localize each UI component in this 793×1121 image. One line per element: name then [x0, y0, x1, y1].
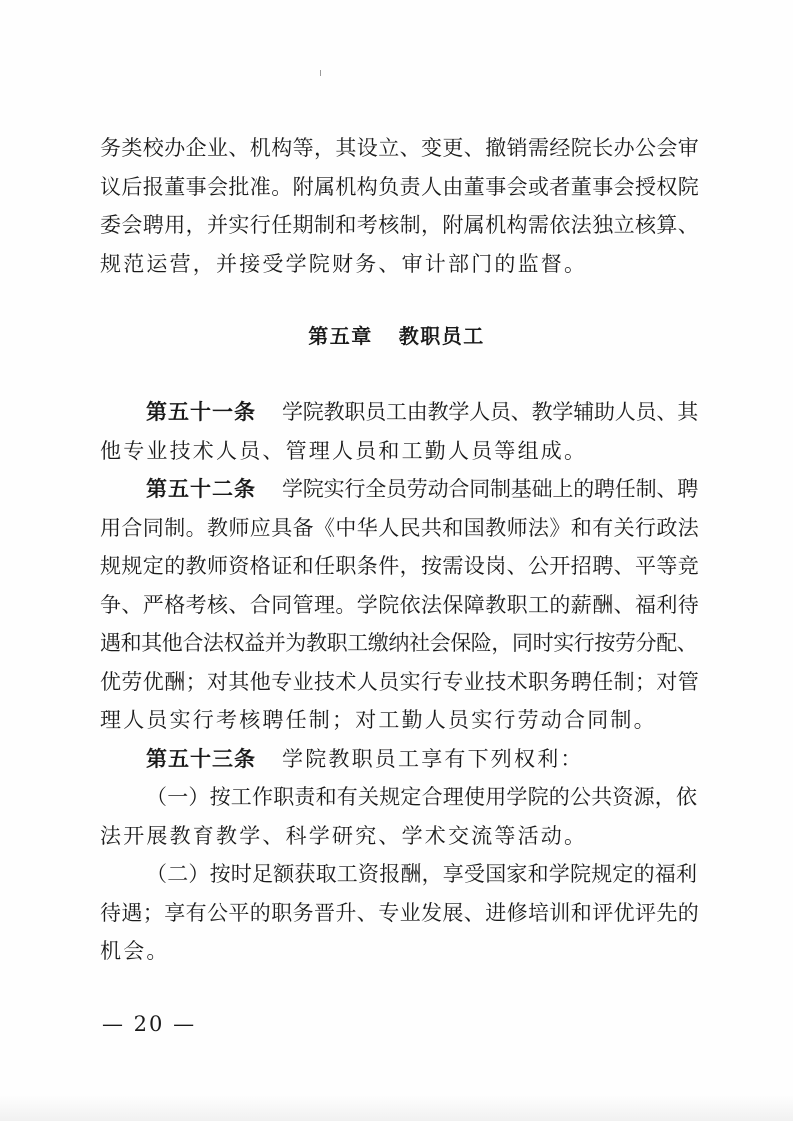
article-51-first-line [100, 393, 700, 432]
text-line: 学院实行全员劳动合同制基础上的聘任制、聘 [282, 477, 698, 501]
scan-mark [320, 70, 321, 76]
text-line: （一）按工作职责和有关规定合理使用学院的公共资源，依 [146, 785, 698, 809]
text-line: 规范运营，并接受学院财务、审计部门的监督。 [100, 251, 588, 276]
page-bottom-edge [0, 1095, 793, 1121]
page-number: — 20 — [102, 1012, 197, 1036]
text-line: 争、严格考核、合同管理。学院依法保障教职工的薪酬、福利待 [100, 592, 700, 617]
item-1-first-line [100, 778, 700, 817]
text-line: 学院教职员工享有下列权利： [282, 746, 584, 771]
article-label: 第五十二条 [146, 477, 256, 501]
article-label: 第五十一条 [146, 400, 256, 424]
text-line: 机会。 [100, 939, 170, 963]
text-line: 学院教职员工由教学人员、教学辅助人员、其 [282, 400, 698, 424]
chapter-number: 第五章 [308, 324, 373, 348]
text-line: 法开展教育教学、科学研究、学术交流等活动。 [100, 823, 588, 848]
article-52-first-line [100, 470, 700, 509]
article-label: 第五十三条 [146, 746, 256, 771]
article-53-first-line [100, 740, 700, 779]
text-line: 理人员实行考核聘任制；对工勤人员实行劳动合同制。 [100, 708, 657, 732]
paragraph-continuation [100, 129, 700, 283]
chapter-heading [0, 320, 793, 349]
text-line: 用合同制。教师应具备《中华人民共和国教师法》和有关行政法 [100, 515, 700, 540]
articles-section [100, 393, 700, 971]
text-line: 议后报董事会批准。附属机构负责人由董事会或者董事会授权院 [100, 174, 700, 199]
text-line: 优劳优酬；对其他专业技术人员实行专业技术职务聘任制；对管 [100, 669, 700, 694]
text-line: 规规定的教师资格证和任职条件，按需设岗、公开招聘、平等竞 [100, 554, 700, 578]
text-line: 待遇；享有公平的职务晋升、专业发展、进修培训和评优评先的 [100, 900, 700, 925]
item-2-first-line [100, 855, 700, 894]
text-line: （二）按时足额获取工资报酬，享受国家和学院规定的福利 [146, 862, 698, 886]
chapter-title: 教职员工 [398, 324, 485, 348]
text-line: 委会聘用，并实行任期制和考核制，附属机构需依法独立核算、 [100, 213, 700, 237]
text-line: 遇和其他合法权益并为教职工缴纳社会保险，同时实行按劳分配、 [100, 631, 698, 655]
text-line: 务类校办企业、机构等，其设立、变更、撤销需经院长办公会审 [100, 136, 700, 160]
text-line: 他专业技术人员、管理人员和工勤人员等组成。 [100, 438, 588, 463]
